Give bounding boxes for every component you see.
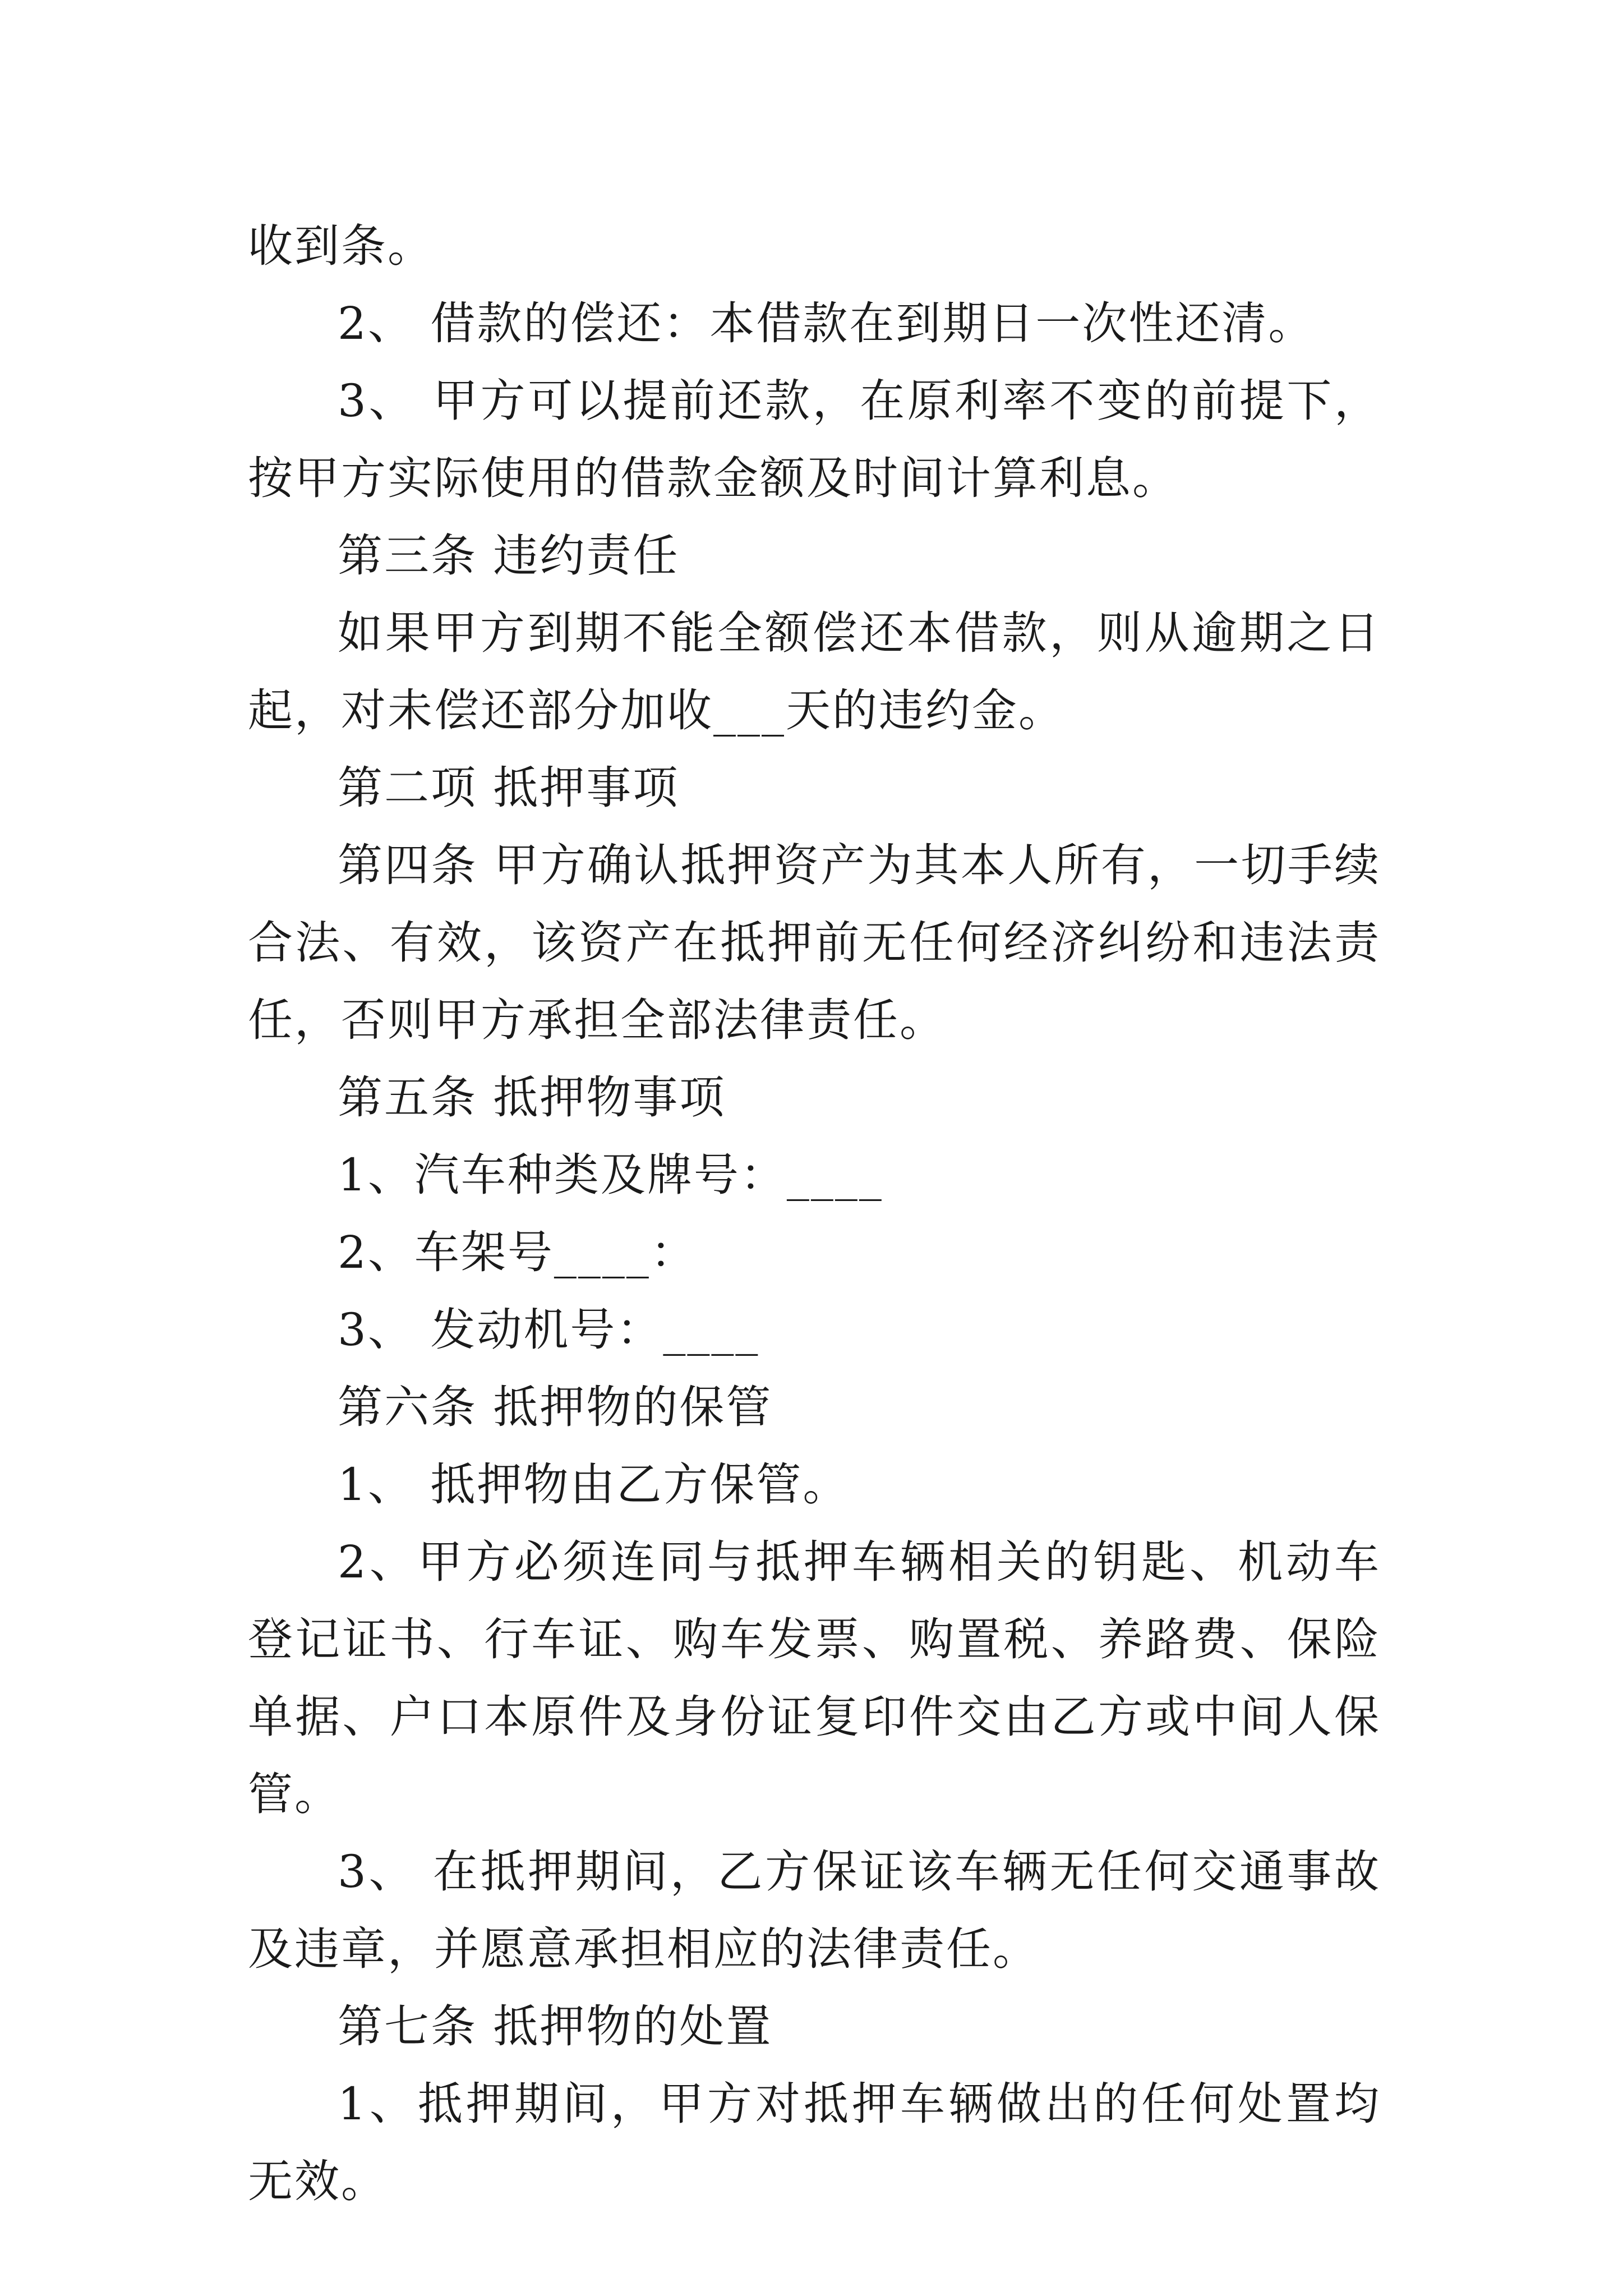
paragraph-early-repayment: 3、 甲方可以提前还款，在原利率不变的前提下，按甲方实际使用的借款金额及时间计算利息。	[248, 375, 1381, 504]
item-engine-number: 3、 发动机号：____	[338, 1304, 760, 1356]
paragraph-penalty: 如果甲方到期不能全额偿还本借款，则从逾期之日起，对未偿还部分加收___天的违约金。	[248, 607, 1381, 737]
article-seven-heading: 第七条 抵押物的处置	[338, 2000, 773, 2053]
item-no-accidents: 3、 在抵押期间，乙方保证该车辆无任何交通事故及违章，并愿意承担相应的法律责任。	[248, 1846, 1381, 1975]
item-frame-number: 2、车架号____：	[338, 1226, 697, 1278]
section-two-heading: 第二项 抵押事项	[338, 762, 680, 814]
article-four: 第四条 甲方确认抵押资产为其本人所有，一切手续合法、有效，该资产在抵押前无任何经济纠纷和违法责任，否则甲方承担全部法律责任。	[248, 839, 1381, 1046]
article-five-heading: 第五条 抵押物事项	[338, 1071, 726, 1124]
article-six-heading: 第六条 抵押物的保管	[338, 1381, 773, 1433]
document-body	[248, 208, 1381, 2220]
article-three-heading: 第三条 违约责任	[338, 530, 680, 582]
item-disposal-invalid: 1、抵押期间，甲方对抵押车辆做出的任何处置均无效。	[248, 2078, 1381, 2207]
paragraph-receipt: 收到条。	[248, 220, 434, 272]
paragraph-repayment: 2、 借款的偿还：本借款在到期日一次性还清。	[338, 297, 1315, 349]
item-documents: 2、甲方必须连同与抵押车辆相关的钥匙、机动车登记证书、行车证、购车发票、购置税、养路费、保险单据、户口本原件及身份证复印件交由乙方或中间人保管。	[248, 1536, 1381, 1820]
item-vehicle-type: 1、汽车种类及牌号：____	[338, 1149, 883, 1201]
item-custody: 1、 抵押物由乙方保管。	[338, 1458, 850, 1511]
